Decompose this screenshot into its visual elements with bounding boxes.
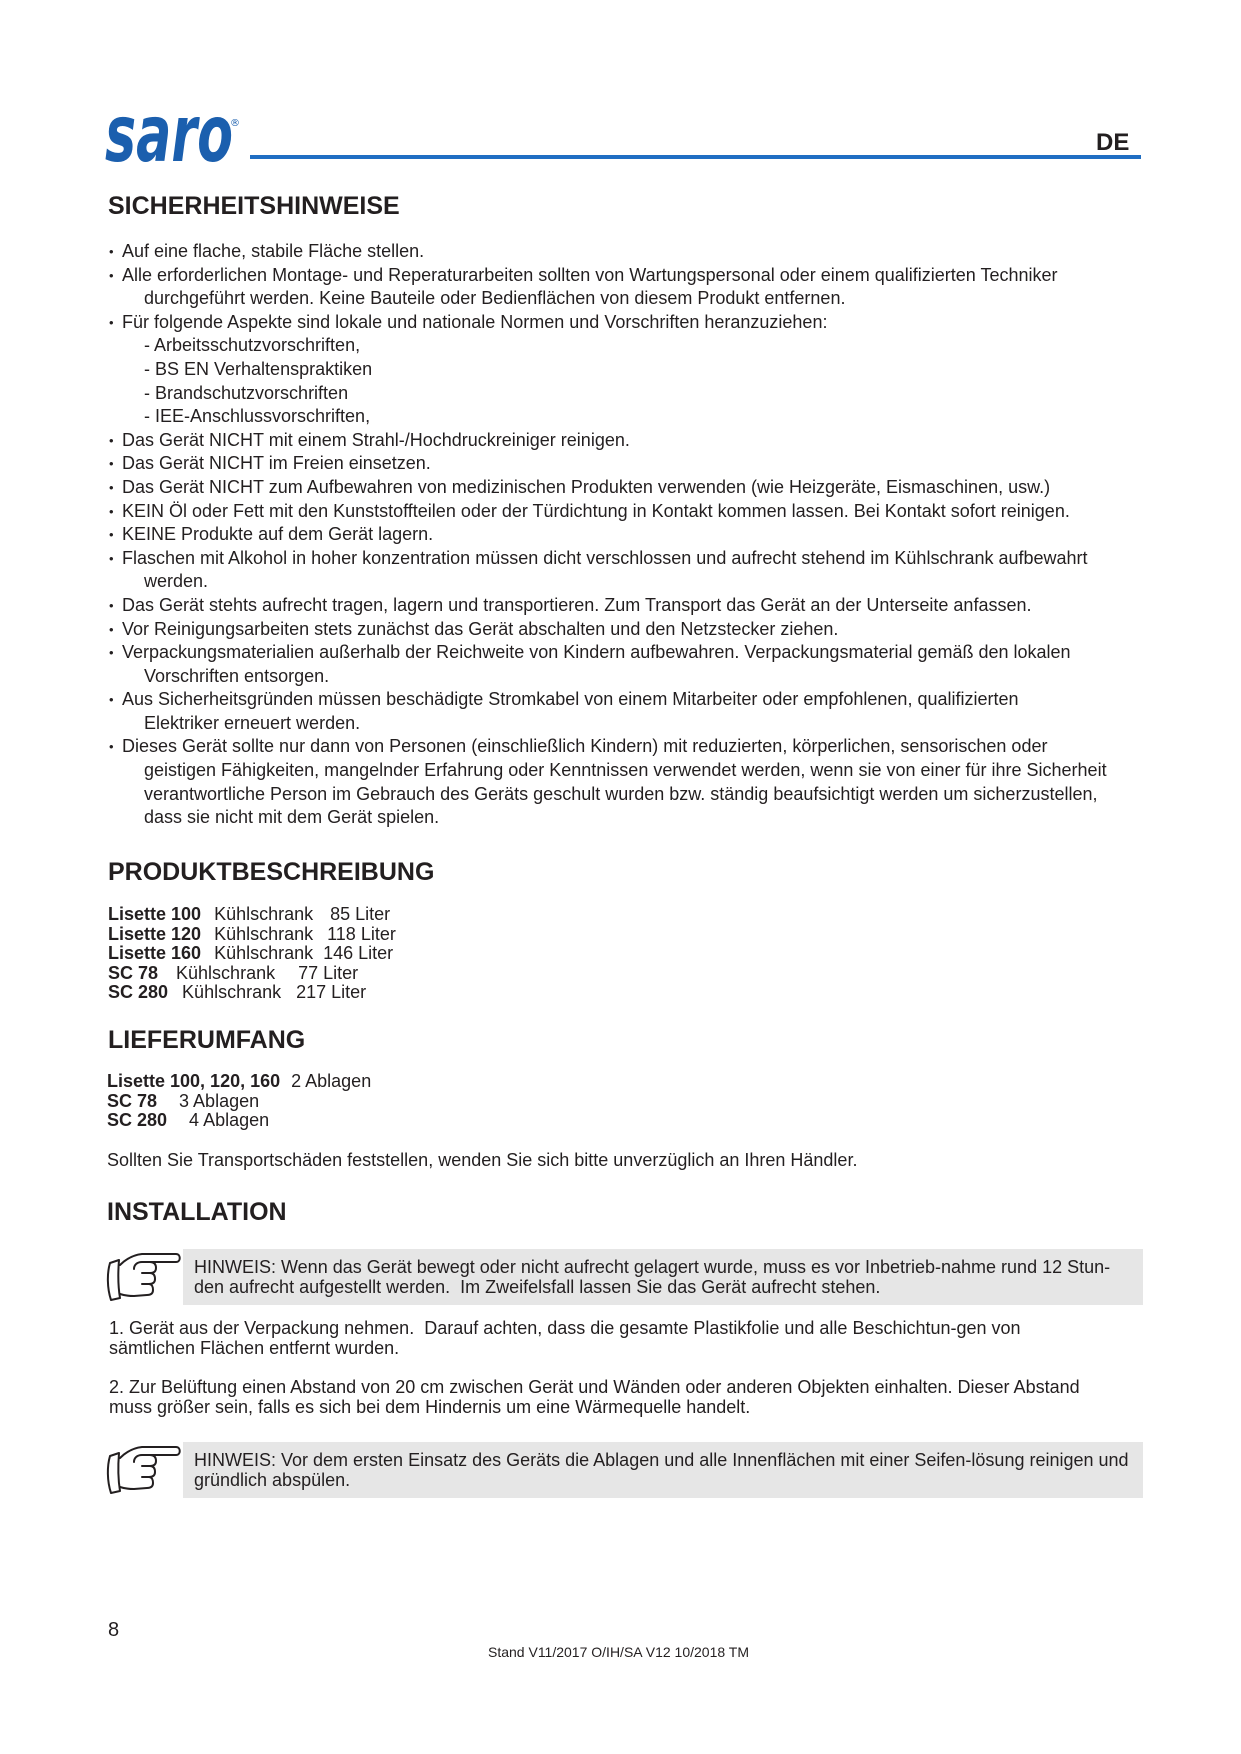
list-item	[110, 735, 1107, 829]
list-item-text: • Das Gerät NICHT mit einem Strahl-/Hochdruckreiniger reinigen.	[122, 429, 630, 450]
list-item-text: • Dieses Gerät sollte nur dann von Personen (einschließlich Kindern) mit reduzierten, körperlichen, sensorischen oder	[122, 736, 1048, 757]
list-item	[110, 641, 1107, 688]
scope-row	[107, 1072, 371, 1092]
list-item-text: dass sie nicht mit dem Gerät spielen.	[144, 807, 440, 828]
product-type: Kühlschrank	[214, 943, 314, 964]
scope-model: SC 280	[107, 1110, 168, 1131]
product-row	[108, 905, 396, 925]
list-item	[110, 240, 1107, 264]
product-model: Lisette 160	[108, 943, 202, 964]
section-title-products: PRODUKTBESCHREIBUNG	[108, 858, 435, 886]
document-version: Stand V11/2017 O/IH/SA V12 10/2018 TM	[488, 1644, 749, 1660]
sub-item: - IEE-Anschlussvorschriften,	[144, 406, 371, 427]
scope-shelves: 4 Ablagen	[189, 1110, 270, 1131]
section-title-scope: LIEFERUMFANG	[108, 1026, 306, 1054]
sub-item: - Arbeitsschutzvorschriften,	[144, 335, 361, 356]
header-rule	[250, 155, 1141, 159]
step-line: muss größer sein, falls es sich bei dem Hindernis um eine Wärmequelle handelt.	[109, 1396, 751, 1417]
list-item	[110, 500, 1107, 524]
scope-row	[107, 1092, 371, 1112]
step-line: 1. Gerät aus der Verpackung nehmen. Darauf achten, dass die gesamte Plastikfolie und alle Beschichtun-gen von	[109, 1318, 1021, 1338]
product-model: Lisette 120	[108, 923, 202, 944]
list-item-text: geistigen Fähigkeiten, mangelnder Erfahrung oder Kenntnissen verwendet werden, wenn sie von einer für ihre Sicherheit	[144, 760, 1107, 781]
list-item-text: • Flaschen mit Alkohol in hoher konzentration müssen dicht verschlossen und aufrecht stehend im Kühlschrank aufbewahrt	[122, 547, 1088, 568]
product-volume: 217 Liter	[296, 982, 367, 1003]
product-row	[108, 925, 396, 945]
scope-model: SC 78	[107, 1090, 158, 1111]
list-item-text: • Alle erforderlichen Montage- und Reperaturarbeiten sollten von Wartungspersonal oder einem qualifizierten Techniker	[122, 264, 1058, 285]
note-box	[183, 1442, 1143, 1498]
installation-step-2	[109, 1378, 1080, 1417]
safety-list	[110, 240, 1107, 830]
transport-damage-note: Sollten Sie Transportschäden feststellen, wenden Sie sich bitte unverzüglich an Ihren Händler.	[107, 1150, 858, 1170]
logo-text: saro	[105, 114, 233, 166]
product-model: SC 280	[108, 982, 169, 1003]
list-item-text: • Das Gerät NICHT im Freien einsetzen.	[122, 453, 431, 474]
product-row	[108, 944, 396, 964]
scope-shelves: 2 Ablagen	[291, 1071, 372, 1091]
note-text	[194, 1451, 1129, 1490]
list-item	[110, 452, 1107, 476]
note-line: gründlich abspülen.	[194, 1469, 351, 1490]
note-line: HINWEIS: Wenn das Gerät bewegt oder nicht aufrecht gelagert wurde, muss es vor Inbetrieb-nahme rund 12 Stun-	[194, 1257, 1111, 1277]
list-item-text: werden.	[144, 571, 209, 592]
note-box	[183, 1249, 1143, 1305]
scope-shelves: 3 Ablagen	[179, 1090, 260, 1111]
product-row	[108, 983, 396, 1003]
list-item-text: • Das Gerät NICHT zum Aufbewahren von medizinischen Produkten verwenden (wie Heizgeräte, Eismaschinen, usw.)	[122, 476, 1051, 497]
product-type: Kühlschrank	[214, 904, 314, 924]
list-item-text: • KEINE Produkte auf dem Gerät lagern.	[122, 524, 434, 545]
list-item	[110, 264, 1107, 311]
product-row	[108, 964, 396, 984]
list-item-text: verantwortliche Person im Gebrauch des Geräts geschult wurden bzw. ständig beaufsichtigt werden um sicherzustellen,	[144, 783, 1098, 804]
list-item-text: • Aus Sicherheitsgründen müssen beschädigte Stromkabel von einem Mitarbeiter oder empfohlenen, qualifizierten	[122, 689, 1019, 710]
product-type: Kühlschrank	[176, 962, 276, 983]
product-volume: 77 Liter	[298, 962, 359, 983]
section-title-safety: SICHERHEITSHINWEISE	[108, 192, 400, 220]
product-type: Kühlschrank	[214, 923, 314, 944]
list-item-text: durchgeführt werden. Keine Bauteile oder Bedienflächen von diesem Produkt entfernen.	[144, 288, 846, 309]
section-title-installation: INSTALLATION	[107, 1198, 287, 1226]
product-volume: 85 Liter	[330, 904, 391, 924]
note-text	[194, 1258, 1110, 1297]
saro-logo	[104, 114, 236, 166]
step-line: sämtlichen Flächen entfernt wurden.	[109, 1337, 400, 1358]
product-volume: 118 Liter	[327, 923, 396, 944]
registered-mark: ®	[230, 118, 240, 129]
list-item-text: • Vor Reinigungsarbeiten stets zunächst das Gerät abschalten und den Netzstecker ziehen.	[122, 618, 839, 639]
list-item	[110, 523, 1107, 547]
installation-step-1	[109, 1319, 1021, 1358]
product-model: Lisette 100	[108, 904, 202, 924]
list-item-text: Elektriker erneuert werden.	[144, 712, 361, 733]
list-item-text: • KEIN Öl oder Fett mit den Kunststoffteilen oder der Türdichtung in Kontakt kommen lassen. Bei Kontakt sofort reinigen.	[122, 500, 1070, 521]
language-code: DE	[1096, 129, 1130, 156]
pointing-hand-icon	[106, 1443, 182, 1497]
list-item	[110, 594, 1107, 618]
scope-row	[107, 1111, 371, 1131]
sub-item: - Brandschutzvorschriften	[144, 382, 349, 403]
list-item	[110, 429, 1107, 453]
list-item	[110, 618, 1107, 642]
list-item-text: • Verpackungsmaterialien außerhalb der Reichweite von Kindern aufbewahren. Verpackungsmaterial gemäß den lokalen	[122, 642, 1071, 663]
list-item	[110, 311, 1107, 429]
scope-model: Lisette 100, 120, 160	[107, 1071, 281, 1091]
product-list	[108, 905, 396, 1003]
list-item-text: • Das Gerät stehts aufrecht tragen, lagern und transportieren. Zum Transport das Gerät an der Unterseite anfassen.	[122, 594, 1032, 615]
step-line: 2. Zur Belüftung einen Abstand von 20 cm zwischen Gerät und Wänden oder anderen Objekten einhalten. Dieser Abstand	[109, 1377, 1080, 1397]
list-item-text: • Für folgende Aspekte sind lokale und nationale Normen und Vorschriften heranzuziehen:	[122, 311, 828, 332]
product-volume: 146 Liter	[323, 943, 394, 964]
product-type: Kühlschrank	[182, 982, 282, 1003]
product-model: SC 78	[108, 962, 159, 983]
sub-item: - BS EN Verhaltenspraktiken	[144, 358, 373, 379]
list-item-text: Vorschriften entsorgen.	[144, 665, 330, 686]
page-number: 8	[108, 1619, 120, 1641]
list-item-text: • Auf eine flache, stabile Fläche stellen.	[122, 241, 425, 261]
note-line: den aufrecht aufgestellt werden. Im Zweifelsfall lassen Sie das Gerät aufrecht stehen.	[194, 1276, 881, 1297]
list-item	[110, 547, 1107, 594]
pointing-hand-icon	[106, 1250, 182, 1304]
scope-list	[107, 1072, 371, 1131]
note-line: HINWEIS: Vor dem ersten Einsatz des Geräts die Ablagen und alle Innenflächen mit einer Seifen-lösung reinigen und	[194, 1450, 1129, 1470]
list-item	[110, 476, 1107, 500]
list-item	[110, 688, 1107, 735]
